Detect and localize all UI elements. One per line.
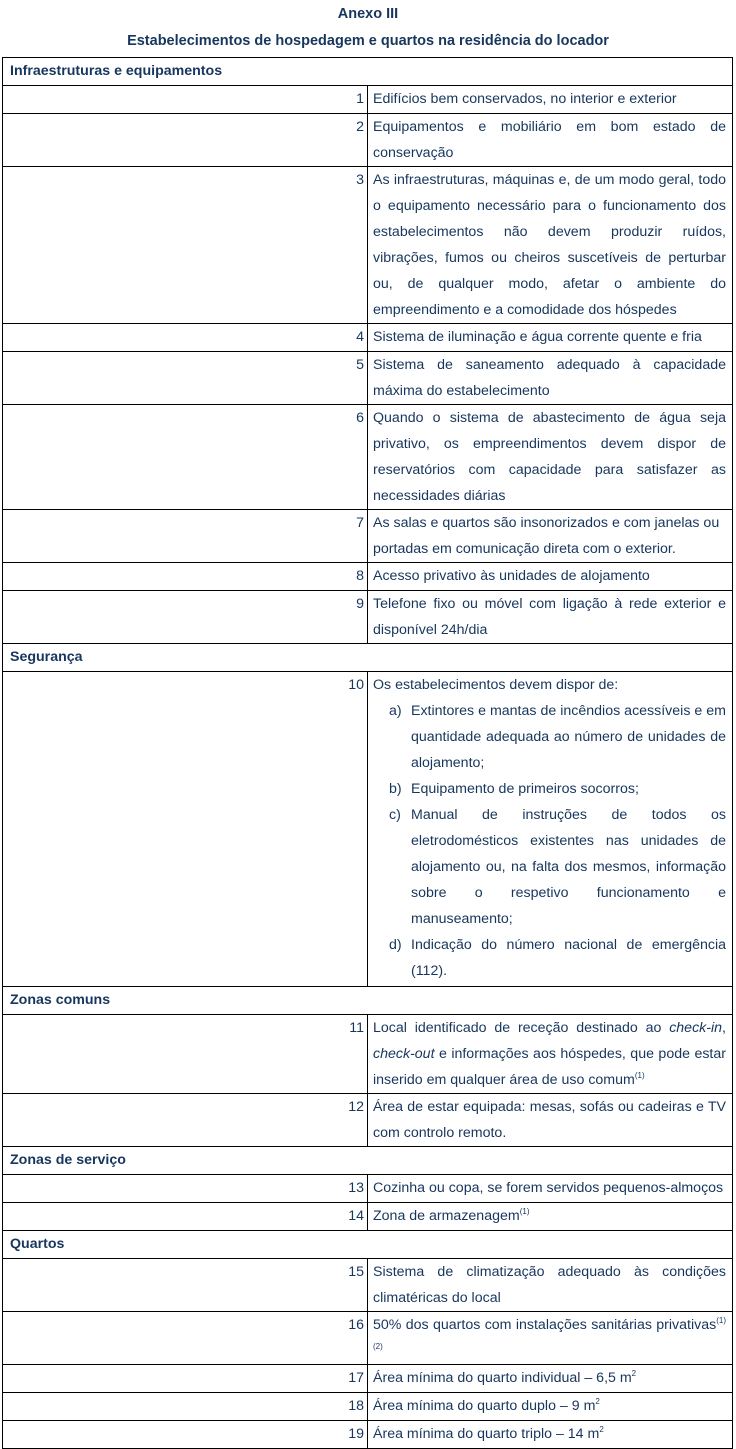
table-row bbox=[3, 1094, 733, 1147]
item-text: Equipamentos e mobiliário em bom estado de conservação bbox=[368, 114, 733, 167]
section-header-row bbox=[3, 987, 733, 1015]
requirements-table bbox=[2, 57, 733, 1449]
item-number: 10 bbox=[3, 672, 368, 987]
table-row bbox=[3, 672, 733, 987]
superscript: 2 bbox=[595, 1397, 600, 1406]
item-number: 15 bbox=[3, 1259, 368, 1312]
sub-item bbox=[373, 932, 726, 984]
italic-term: check-out bbox=[373, 1046, 435, 1062]
item-text: Sistema de saneamento adequado à capacidade máxima do estabelecimento bbox=[368, 352, 733, 405]
item-number: 11 bbox=[3, 1015, 368, 1094]
table-row bbox=[3, 86, 733, 114]
section-header-row bbox=[3, 1231, 733, 1259]
superscript: 2 bbox=[599, 1425, 604, 1434]
section-title: Segurança bbox=[3, 644, 733, 672]
item-number: 12 bbox=[3, 1094, 368, 1147]
item-text: Sistema de climatização adequado às condições climatéricas do local bbox=[368, 1259, 733, 1312]
item-text bbox=[368, 1015, 733, 1094]
item-text: Sistema de iluminação e água corrente quente e fria bbox=[368, 324, 733, 352]
table-row bbox=[3, 563, 733, 591]
sub-item-label: c) bbox=[389, 807, 401, 823]
italic-term: check-in bbox=[669, 1020, 723, 1036]
sub-item-text: Extintores e mantas de incêndios acessíveis e em quantidade adequada ao número de unidades de alojamento; bbox=[411, 703, 726, 771]
item-cell bbox=[368, 1203, 733, 1231]
item-text: Edifícios bem conservados, no interior e exterior bbox=[368, 86, 733, 114]
sub-item bbox=[373, 698, 726, 776]
item-text: Zona de armazenagem bbox=[373, 1208, 520, 1224]
section-title: Quartos bbox=[3, 1231, 733, 1259]
item-number: 16 bbox=[3, 1312, 368, 1365]
section-title: Zonas de serviço bbox=[3, 1147, 733, 1175]
item-number: 6 bbox=[3, 405, 368, 510]
footnote-ref: (1) bbox=[634, 1071, 645, 1080]
table-row bbox=[3, 167, 733, 324]
footnote-ref: (1) bbox=[519, 1207, 530, 1216]
table-row bbox=[3, 1175, 733, 1203]
item-number: 2 bbox=[3, 114, 368, 167]
item-text: As salas e quartos são insonorizados e com janelas ou portadas em comunicação direta com o exterior. bbox=[368, 510, 733, 563]
section-header-row bbox=[3, 644, 733, 672]
table-row bbox=[3, 324, 733, 352]
item-number: 17 bbox=[3, 1365, 368, 1393]
table-row bbox=[3, 405, 733, 510]
table-row bbox=[3, 1015, 733, 1094]
table-row bbox=[3, 1312, 733, 1365]
item-cell bbox=[368, 1421, 733, 1449]
item-number: 13 bbox=[3, 1175, 368, 1203]
table-row bbox=[3, 1365, 733, 1393]
document-subtitle: Estabelecimentos de hospedagem e quartos na residência do locador bbox=[127, 33, 609, 49]
annex-title: Anexo III bbox=[337, 6, 399, 22]
item-text: Telefone fixo ou móvel com ligação à rede exterior e disponível 24h/dia bbox=[368, 591, 733, 644]
text-segment: e informações aos hóspedes, que pode estar inserido em qualquer área de uso comum bbox=[373, 1046, 726, 1088]
item-text: Área mínima do quarto duplo – 9 m bbox=[373, 1398, 596, 1414]
item-cell bbox=[368, 1393, 733, 1421]
table-row bbox=[3, 1259, 733, 1312]
section-title: Infraestruturas e equipamentos bbox=[3, 58, 733, 86]
sub-item-label: b) bbox=[389, 781, 402, 797]
item-text: Acesso privativo às unidades de alojamento bbox=[368, 563, 733, 591]
item-number: 19 bbox=[3, 1421, 368, 1449]
item-number: 14 bbox=[3, 1203, 368, 1231]
item-text: Quando o sistema de abastecimento de água seja privativo, os empreendimentos devem dispor de reservatórios com capacidade para satisfazer as necessidades diárias bbox=[368, 405, 733, 510]
item-number: 9 bbox=[3, 591, 368, 644]
text-segment: , bbox=[722, 1020, 726, 1036]
table-row bbox=[3, 1393, 733, 1421]
item-number: 3 bbox=[3, 167, 368, 324]
section-header-row bbox=[3, 58, 733, 86]
table-row bbox=[3, 1421, 733, 1449]
item-text: Cozinha ou copa, se forem servidos pequenos-almoços bbox=[368, 1175, 733, 1203]
section-header-row bbox=[3, 1147, 733, 1175]
sub-item bbox=[373, 776, 726, 802]
sub-item-text: Indicação do número nacional de emergência (112). bbox=[411, 937, 726, 979]
text-segment: Local identificado de receção destinado ao bbox=[373, 1020, 670, 1036]
item-cell bbox=[368, 672, 733, 987]
item-text: Área mínima do quarto triplo – 14 m bbox=[373, 1426, 600, 1442]
footnote-ref: (1)(2) bbox=[373, 1316, 726, 1351]
item-number: 1 bbox=[3, 86, 368, 114]
item-number: 8 bbox=[3, 563, 368, 591]
table-row bbox=[3, 352, 733, 405]
item-number: 7 bbox=[3, 510, 368, 563]
item-text: 50% dos quartos com instalações sanitárias privativas bbox=[373, 1317, 717, 1333]
item-cell bbox=[368, 1365, 733, 1393]
sub-item bbox=[373, 802, 726, 932]
item-text: Área de estar equipada: mesas, sofás ou cadeiras e TV com controlo remoto. bbox=[368, 1094, 733, 1147]
item-text: As infraestruturas, máquinas e, de um modo geral, todo o equipamento necessário para o funcionamento dos estabelecimentos não devem produzir ruídos, vibrações, fumos ou cheiros suscetíveis de perturbar ou, de qualquer modo, afetar o ambiente do empreendimento e a comodidade dos hóspedes bbox=[368, 167, 733, 324]
table-row bbox=[3, 591, 733, 644]
item-text: Os estabelecimentos devem dispor de: bbox=[373, 677, 619, 693]
item-cell bbox=[368, 1312, 733, 1365]
item-number: 5 bbox=[3, 352, 368, 405]
table-row bbox=[3, 1203, 733, 1231]
sub-item-label: d) bbox=[389, 937, 402, 953]
sub-item-text: Manual de instruções de todos os eletrodomésticos existentes nas unidades de alojamento ou, na falta dos mesmos, informação sobre o respetivo funcionamento e manuseamento; bbox=[411, 807, 726, 927]
superscript: 2 bbox=[631, 1369, 637, 1378]
section-title: Zonas comuns bbox=[3, 987, 733, 1015]
table-row bbox=[3, 510, 733, 563]
sub-item-label: a) bbox=[389, 703, 402, 719]
item-number: 18 bbox=[3, 1393, 368, 1421]
item-number: 4 bbox=[3, 324, 368, 352]
table-row bbox=[3, 114, 733, 167]
item-text: Área mínima do quarto individual – 6,5 m bbox=[373, 1370, 632, 1386]
sub-item-text: Equipamento de primeiros socorros; bbox=[411, 781, 639, 797]
